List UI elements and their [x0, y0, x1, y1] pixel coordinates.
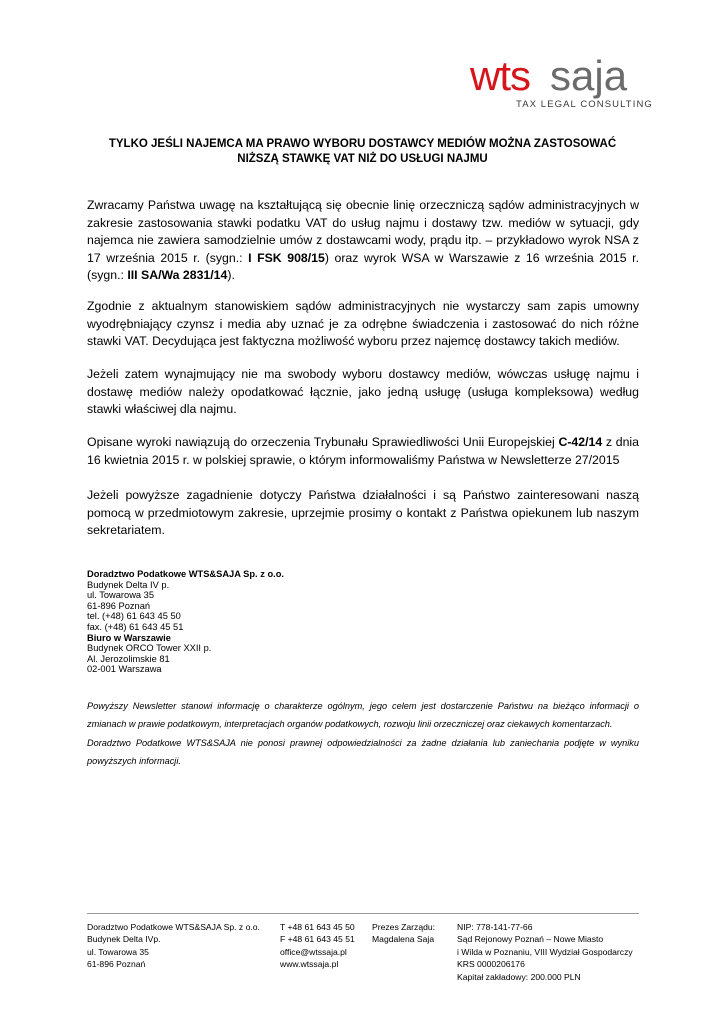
- footer-management-column: [372, 921, 435, 946]
- paragraph-intro-text-b: ) oraz wyrok WSA w Warszawie z 16 września 2015 r. (sygn.:: [87, 250, 639, 283]
- footer-registry-column: [457, 921, 633, 983]
- footer-fax: F +48 61 643 45 51: [280, 934, 355, 945]
- footer-city: 61-896 Poznań: [87, 959, 146, 970]
- company-logo: [470, 52, 653, 114]
- warsaw-office-heading: Biuro w Warszawie: [87, 632, 171, 643]
- newsletter-disclaimer: [87, 697, 639, 771]
- logo-wts-text: wts: [470, 52, 530, 99]
- signature-nsa: I FSK 908/15: [248, 250, 325, 265]
- footer-court-line-1: Sąd Rejonowy Poznań – Nowe Miasto: [457, 934, 604, 945]
- paragraph-cjeu-text-a: Opisane wyroki nawiązują do orzeczenia Trybunału Sprawiedliwości Unii Europejskiej: [87, 435, 559, 449]
- address-company-name: Doradztwo Podatkowe WTS&SAJA Sp. z o.o.: [87, 569, 284, 579]
- footer-divider: [87, 913, 639, 914]
- paragraph-contact: Jeżeli powyższe zagadnienie dotyczy Państwa działalności i są Państwo zainteresowani naszą pomocą w przedmiotowym zakresie, uprzejmie prosimy o kontakt z Państwa opiekunem lub naszym sekretariatem.: [87, 488, 639, 538]
- footer-website-link[interactable]: www.wtssaja.pl: [280, 959, 339, 970]
- paragraph-cjeu-ruling: [87, 434, 639, 469]
- address-street: ul. Towarowa 35: [87, 590, 155, 601]
- paragraph-cjeu-text-b: z dnia 16 kwietnia 2015 r. w polskiej sprawie, o którym informowaliśmy Państwa w Newsletterze 27/2015: [87, 435, 640, 467]
- title-line-2: NIŻSZĄ STAWKĘ VAT NIŻ DO USŁUGI NAJMU: [237, 153, 488, 165]
- paragraph-intro-text-a: Zwracamy Państwa uwagę na kształtującą się obecnie linię orzeczniczą sądów administracyjnych w zakresie zastosowania stawki podatku VAT do usług najmu i dostawy tzw. mediów w sytuacji, gdy najemca nie zawiera samodzielnie umów z dostawcami wody, prądu itp. – przykładowo wyrok NSA z 17 września 2015 r. (sygn.:: [87, 198, 639, 265]
- footer-company-name: Doradztwo Podatkowe WTS&SAJA Sp. z o.o.: [87, 922, 260, 932]
- paragraph-composite-service: Jeżeli zatem wynajmujący nie ma swobody wyboru dostawcy mediów, wówczas usługę najmu i dostawę mediów należy opodatkować łącznie, jako jedną usługę (usługa kompleksowa) według stawki właściwej dla najmu.: [87, 367, 639, 417]
- address-building: Budynek Delta IV p.: [87, 579, 170, 590]
- disclaimer-general-info: Powyższy Newsletter stanowi informację o charakterze ogólnym, jego celem jest dostarczenie Państwu na bieżąco informacji o zmianach w prawie podatkowym, interpretacjach organów podatkowych, rozwoju linii orzeczniczej oraz ciekawych komentarzach.: [87, 701, 639, 730]
- warsaw-office-city: 02-001 Warszawa: [87, 664, 162, 675]
- disclaimer-liability: Doradztwo Podatkowe WTS&SAJA nie ponosi prawnej odpowiedzialności za żadne działania lub zaniechania podjęte w wyniku powyższych informacji.: [87, 737, 639, 767]
- company-address-block: [87, 569, 284, 675]
- footer-krs: KRS 0000206176: [457, 959, 525, 970]
- document-title: [60, 137, 665, 167]
- wts-saja-logo-mark: [470, 52, 640, 100]
- address-city: 61-896 Poznań: [87, 600, 151, 611]
- footer-email-link[interactable]: office@wtssaja.pl: [280, 946, 347, 957]
- footer-nip: NIP: 778-141-77-66: [457, 922, 533, 932]
- footer-share-capital: Kapitał zakładowy: 200.000 PLN: [457, 971, 581, 982]
- paragraph-court-position: Zgodnie z aktualnym stanowiskiem sądów administracyjnych nie wystarczy sam zapis umowny wyodrębniający czynsz i media aby uznać je za odrębne świadczenia i zastosować do nich różne stawki VAT. Decydująca jest faktyczna możliwość wyboru przez najemcę dostawcy takich mediów.: [87, 299, 639, 349]
- address-phone: tel. (+48) 61 643 45 50: [87, 611, 181, 622]
- address-fax: fax. (+48) 61 643 45 51: [87, 621, 184, 632]
- footer-president-name: Magdalena Saja: [372, 934, 435, 945]
- case-number: C-42/14: [558, 435, 603, 449]
- footer-contact-column: [280, 921, 355, 971]
- footer-company-column: [87, 921, 260, 971]
- logo-tagline: TAX LEGAL CONSULTING: [516, 99, 653, 110]
- warsaw-office-street: Al. Jerozolimskie 81: [87, 653, 170, 664]
- logo-saja-text: saja: [550, 52, 628, 99]
- warsaw-office-building: Budynek ORCO Tower XXII p.: [87, 643, 212, 654]
- title-line-1: TYLKO JEŚLI NAJEMCA MA PRAWO WYBORU DOSTAWCY MEDIÓW MOŻNA ZASTOSOWAĆ: [108, 138, 617, 150]
- footer-building: Budynek Delta IVp.: [87, 934, 161, 945]
- footer-court-line-2: i Wilda w Poznaniu, VIII Wydział Gospodarczy: [457, 946, 633, 957]
- footer-street: ul. Towarowa 35: [87, 946, 149, 957]
- paragraph-intro-text-c: ).: [227, 268, 235, 283]
- footer-president-label: Prezes Zarządu:: [372, 922, 436, 932]
- signature-wsa: III SA/Wa 2831/14: [127, 268, 228, 283]
- footer-phone: T +48 61 643 45 50: [280, 922, 355, 932]
- paragraph-intro: [87, 197, 639, 285]
